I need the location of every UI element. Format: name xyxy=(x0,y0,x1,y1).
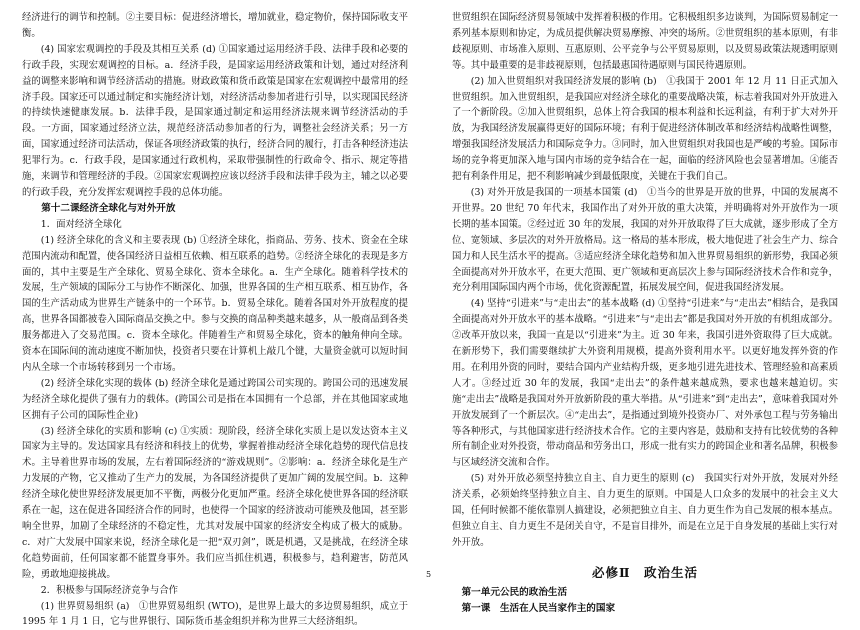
paragraph: (3) 经济全球化的实质和影响 (c) ①实质：现阶段，经济全球化实质上是以发达资本主义国家为主导的。发达国家具有经济和科技上的优势，掌握着推动经济全球化趋势的现代信息技术。主导着世界市场的发展，左右着国际经济的“游戏规则”。②影响：a．经济全球化是生产力发展的产物，它又推动了生产力的发展，为各国经济提供了更加广阔的发展空间。b．这种经济全球化使世界经济发展更加不平衡，两极分化更加严重。经济全球化使世界各国的经济联系在一起，这在促进各国经济合作的同时，也使得一个国家的经济波动可能殃及他国，甚至影响全世界，加剧了全球经济的不稳定性，尤其对发展中国家的经济安全构成了极大的威胁。c．对广大发展中国家来说，经济全球化是一把“双刃剑”，既是机遇，又是挑战，在经济全球化趋势面前，任何国家都不能置身事外。我们应当抓住机遇，积极参与，趋利避害，防范风险，勇敢地迎接挑战。 xyxy=(22,425,408,580)
paragraph: (1) 世界贸易组织 (a) ①世界贸易组织 (WTO)，是世界上最大的多边贸易组织，成立于 1995 年 1 月 1 日，它与世界银行、国际货币基金组织并称为世界三大经济组织。 xyxy=(22,600,408,628)
lesson-title: 第一课 生活在人民当家作主的国家 xyxy=(461,602,616,614)
paragraph: (1) 经济全球化的含义和主要表现 (b) ①经济全球化，指商品、劳务、技术、资金在全球范围内流动和配置，使各国经济日益相互依赖、相互联系的趋势。②经济全球化的表现是多方面的，其中主要是生产全球化、贸易全球化、资本全球化。a．生产全球化。随着科学技术的发展，生产领域的国际分工与协作不断深化、加强，世界各国的生产相互联系、相互协作，各国的生产活动成为世界生产链条中的一个环节。b．贸易全球化。随着各国对外开放程度的提高，世界各国都被卷入国际商品交换之中。参与交换的商品种类越来越多，从一般商品到各类服务都进入了交易范围。c．资本全球化。伴随着生产和贸易全球化，资本的触角伸向全球。资本在国际间的流动速度不断加快，投资者只要在计算机上敲几个键，大量资金就可以短时间内从全球一个市场转移到另一个市场。 xyxy=(22,234,408,373)
paragraph: (3) 对外开放是我国的一项基本国策 (d) ①当今的世界是开放的世界，中国的发展离不开世界。20 世纪 70 年代末，我国作出了对外开放的重大决策，并明确将对外开放作为一项长期的基本国策。②经过近 30 年的发展，我国的对外开放取得了巨大成就，逐步形成了全方位、宽领域、多层次的对外开放格局。这一格局的基本形成，极大地促进了社会生产力、综合国力和人民生活水平的提高。③适应经济全球化趋势和加入世界贸易组织的新形势，我国必须全面提高对外开放水平，在更大范围、更广领域和更高层次上参与国际经济技术合作和竞争，充分利用国际国内两个市场，优化资源配置，拓展发展空间，促进我国经济发展。 xyxy=(452,186,838,294)
paragraph: (2) 加入世贸组织对我国经济发展的影响 (b) ①我国于 2001 年 12 月 11 日正式加入世贸组织。加入世贸组织，是我国应对经济全球化的重要战略决策，标志着我国对外开放进入了一个新阶段。②加入世贸组织，总体上符合我国的根本利益和长远利益，有利于扩大对外开放，为我国经济发展赢得更好的国际环境；有利于促进经济体制改革和经济结构战略性调整，增强我国经济发展活力和国际竞争力。③同时，加入世贸组织对我国也是严峻的考验。国际市场的竞争将更加深入地与国内市场的竞争结合在一起，面临的经济风险也会显著增加。④能否把有利条件用足，把不利影响减少到最低限度，关键在于我们自己。 xyxy=(452,75,838,183)
paragraph: (4) 坚持“引进来”与“走出去”的基本战略 (d) ①坚持“引进来”与“走出去”相结合，是我国全面提高对外开放水平的基本战略。“引进来”与“走出去”都是我国对外开放的有机组成部分。②改革开放以来，我国一直是以“引进来”为主。近 30 年来，我国引进外资取得了巨大成就。在新形势下，我们需要继续扩大外资利用规模，提高外资利用水平。以更好地发挥外资的作用。在利用外资的同时，要结合国内产业结构升级，更多地引进先进技术、管理经验和高素质人才。③经过近 30 年的发展，我国“走出去”的条件越来越成熟，要求也越来越迫切。实施“走出去”战略是我国对外开放新阶段的重大举措。从“引进来”到“走出去”，意味着我国对外开放发展到了一个新层次。④“走出去”，是指通过到境外投资办厂、对外承包工程与劳务输出等各种形式，与其他国家进行经济技术合作。它的主要内容是，鼓励和支持有比较优势的各种所有制企业对外投资，带动商品和劳务出口，形成一批有实力的跨国企业和著名品牌，积极参与区域经济交流和合作。 xyxy=(452,298,838,469)
paragraph: 世贸组织在国际经济贸易领域中发挥着积极的作用。它积极组织多边谈判，为国际贸易制定一系列基本原则和协定，为成员提供解决贸易摩擦、冲突的场所。②世贸组织的基本原则，有非歧视原则、市场准入原则、互惠原则、公平竞争与公平贸易原则，以及贸易政策法规透明原则等。其中最重要的是非歧视原则，包括最惠国待遇原则与国民待遇原则。 xyxy=(452,12,838,71)
unit-title: 第一单元公民的政治生活 xyxy=(461,586,568,598)
section-heading: 2．积极参与国际经济竞争与合作 xyxy=(40,584,179,596)
left-column xyxy=(22,10,408,630)
paragraph: 经济进行的调节和控制。②主要目标：促进经济增长，增加就业，稳定物价，保持国际收支平衡。 xyxy=(22,12,408,39)
paragraph: (4) 国家宏观调控的手段及其相互关系 (d) ①国家通过运用经济手段、法律手段和必要的行政手段，实现宏观调控的目标。a．经济手段，是国家运用经济政策和计划，通过对经济利益的调整来影响和调节经济活动的措施。财政政策和货币政策是国家在宏观调控中最常用的经济手段。国家还可以通过制定和实施经济计划，对经济活动参加者进行引导，以实现国民经济的持续快速健康发展。b．法律手段，是国家通过制定和运用经济法规来调节经济活动的手段。一方面，国家通过经济立法，规范经济活动参加者的行为，调整社会经济关系；另一方面，国家通过经济司法活动，保证各项经济政策的执行，经济合同的履行，打击各种经济违法犯罪行为。c．行政手段，是国家通过行政机构，采取带强制性的行政命令、指示、规定等措施，来调节和管理经济的手段。②国家宏观调控应该以经济手段和法律手段为主，辅之以必要的行政手段，充分发挥宏观调控手段的总体功能。 xyxy=(22,43,408,198)
page-number: 5 xyxy=(426,570,432,579)
right-column xyxy=(452,10,838,617)
volume-title: 必修Ⅱ 政治生活 xyxy=(591,564,699,580)
lesson-heading: 第十二课经济全球化与对外开放 xyxy=(41,202,176,214)
paragraph: (2) 经济全球化实现的载体 (b) 经济全球化是通过跨国公司实现的。跨国公司的迅速发展为经济全球化提供了强有力的载体。(跨国公司是指在本国拥有一个总部，并在其他国家或地区拥有子公司的国际性企业) xyxy=(22,377,408,421)
section-heading: 1．面对经济全球化 xyxy=(40,218,122,230)
paragraph: (5) 对外开放必须坚持独立自主、自力更生的原则 (c) 我国实行对外开放，发展对外经济关系，必须始终坚持独立自主、自力更生的原则。中国是人口众多的发展中的社会主义大国，任何时候都不能依靠别人搞建设，必须把独立自主、自力更生作为自己发展的根本基点。但独立自主、自力更生不是闭关自守，不是盲目排外，而是在立足于自身发展的基础上实行对外开放。 xyxy=(452,473,838,548)
